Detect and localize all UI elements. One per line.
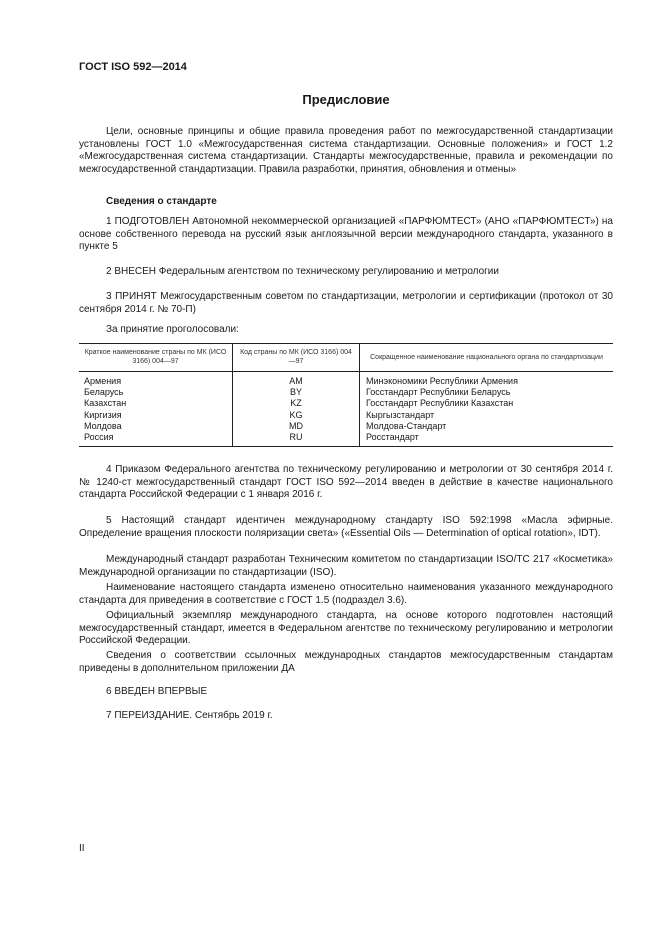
page-title: Предисловие — [302, 92, 390, 107]
standards-body-cell: Кыргызстандарт — [366, 409, 435, 420]
country-code-cell: BY — [233, 387, 360, 398]
table-header-row — [79, 344, 613, 372]
item-5-committee-paragraph: Международный стандарт разработан Техническим комитетом по стандартизации ISO/TC 217 «Косметика» Международной организации по стандартизации (ISO). — [79, 554, 613, 578]
item-5-references-paragraph: Сведения о соответствии ссылочных международных стандартов межгосударственным стандартам приведены в дополнительном приложении ДА — [79, 650, 613, 674]
country-name-cell: Беларусь — [84, 387, 124, 398]
country-code-cell: AM — [233, 372, 360, 388]
table-row — [79, 410, 613, 421]
table-row — [79, 421, 613, 432]
document-code-header: ГОСТ ISO 592—2014 — [79, 61, 187, 73]
country-code-cell: KZ — [233, 398, 360, 409]
country-code-cell: MD — [233, 421, 360, 432]
country-name-cell: Казахстан — [84, 398, 127, 409]
item-7-paragraph: 7 ПЕРЕИЗДАНИЕ. Сентябрь 2019 г. — [106, 710, 273, 721]
table-row — [79, 387, 613, 398]
item-4-paragraph: 4 Приказом Федерального агентства по техническому регулированию и метрологии от 30 сентября 2014 г. № 1240-ст межгосударственный стандарт ГОСТ ISO 592—2014 введен в действие в качестве национального стандарта Российской Федерации с 1 января 2016 г. — [79, 464, 613, 500]
header-country-name: Краткое наименование страны по МК (ИСО 3166) 004—97 — [79, 344, 233, 372]
item-5-official-copy-paragraph: Официальный экземпляр международного стандарта, на основе которого подготовлен настоящий межгосударственный стандарт, имеется в Федеральном агентстве по техническому регулированию и метрологии Российской Федерации. — [79, 610, 613, 646]
voted-label: За принятие проголосовали: — [106, 324, 239, 335]
item-2-paragraph: 2 ВНЕСЕН Федеральным агентством по техническому регулированию и метрологии — [106, 266, 499, 277]
voting-table — [79, 343, 613, 447]
intro-text: Цели, основные принципы и общие правила проведения работ по межгосударственной стандартизации установлены ГОСТ 1.0 «Межгосударственная система стандартизации. Основные положения» и ГОСТ 1.2 «Межгосударственная система стандартизации. Стандарты межгосударственные, правила и рекомендации по межгосударственной стандартизации. Правила разработки, принятия, обновления и отмены» — [79, 126, 613, 175]
country-name-cell: Россия — [79, 432, 233, 447]
table-row — [79, 432, 613, 447]
country-name-cell: Армения — [84, 376, 122, 386]
header-country-code: Код страны по МК (ИСО 3166) 004—97 — [233, 344, 360, 372]
country-name-cell: Киргизия — [84, 409, 122, 420]
standards-body-cell: Госстандарт Республики Казахстан — [366, 398, 514, 409]
item-5-name-change-paragraph: Наименование настоящего стандарта изменено относительно наименования указанного международного стандарта для приведения в соответствие с ГОСТ 1.5 (подраздел 3.6). — [79, 582, 613, 606]
item-1-paragraph: 1 ПОДГОТОВЛЕН Автономной некоммерческой организацией «ПАРФЮМТЕСТ» (АНО «ПАРФЮМТЕСТ») на основе собственного перевода на русский язык англоязычной версии международного стандарта, указанного в пункте 5 — [79, 216, 613, 252]
table-row — [79, 372, 613, 388]
intro-paragraph — [79, 126, 613, 176]
standards-body-cell: Молдова-Стандарт — [366, 420, 447, 431]
page-number: II — [79, 843, 85, 854]
header-standards-body: Сокращенное наименование национального органа по стандартизации — [360, 344, 614, 372]
standards-body-cell: Госстандарт Республики Беларусь — [366, 387, 511, 398]
item-6-paragraph: 6 ВВЕДЕН ВПЕРВЫЕ — [106, 686, 208, 697]
standards-body-cell: Росстандарт — [360, 432, 614, 447]
country-name-cell: Молдова — [84, 420, 122, 431]
item-5-paragraph: 5 Настоящий стандарт идентичен международному стандарту ISO 592:1998 «Масла эфирные. Определение вращения плоскости поляризации света» («Essential Oils — Determination of optical rotation», IDT). — [79, 515, 613, 539]
section-heading: Сведения о стандарте — [106, 196, 217, 207]
country-code-cell: RU — [233, 432, 360, 447]
country-code-cell: KG — [233, 410, 360, 421]
item-3-paragraph: 3 ПРИНЯТ Межгосударственным советом по стандартизации, метрологии и сертификации (протокол от 30 сентября 2014 г. № 70-П) — [79, 291, 613, 315]
table-row — [79, 398, 613, 409]
standards-body-cell: Минэкономики Республики Армения — [366, 376, 518, 386]
